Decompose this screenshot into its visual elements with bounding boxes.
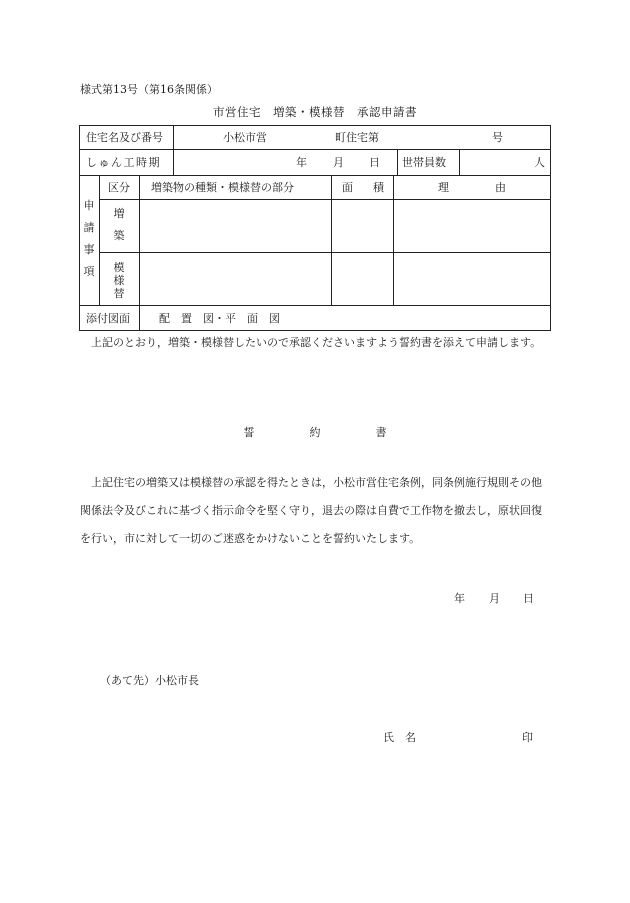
table-line	[79, 175, 551, 176]
date-month: 月	[489, 592, 500, 605]
application-items-char: 項	[83, 265, 95, 278]
completion-label: しゅん工時期	[86, 156, 161, 169]
reason-header-1: 理	[438, 181, 449, 194]
application-items-char: 請	[83, 221, 95, 234]
table-line	[459, 149, 460, 175]
completion-day: 日	[369, 156, 380, 169]
table-line	[79, 305, 551, 306]
attachments-value: 配 置 図・平 面 図	[159, 312, 280, 325]
table-line	[79, 149, 551, 150]
pledge-text: 上記住宅の増築又は模様替の承認を得たときは，小松市営住宅条例，同条例施行規則その他関係法令及びこれに基づく指示命令を堅く守り，退去の際は自費で工作物を撤去し，原状回復を行い，市に対して一切のご迷惑をかけないことを誓約いたします。	[80, 476, 542, 545]
type-header: 増築物の種類・模様替の部分	[151, 181, 294, 194]
table-line	[99, 175, 100, 305]
extension-char: 増	[113, 207, 125, 220]
table-line	[79, 125, 80, 331]
remodel-char: 様	[113, 274, 125, 287]
application-items-char: 事	[83, 243, 95, 256]
area-header-2: 積	[373, 181, 384, 194]
application-statement: 上記のとおり，増築・模様替したいので承認くださいますよう誓約書を添えて申請します。	[91, 336, 542, 349]
completion-year: 年	[296, 156, 307, 169]
remodel-label	[112, 261, 126, 300]
addressee: （あて先）小松市長	[100, 674, 199, 687]
table-line	[99, 199, 551, 200]
category-header: 区分	[108, 181, 130, 194]
table-line	[550, 125, 551, 331]
remodel-char: 替	[113, 287, 125, 300]
extension-char: 築	[113, 229, 125, 242]
household-unit: 人	[534, 156, 545, 169]
pledge-title: 誓 約 書	[243, 426, 387, 439]
reason-header-2: 由	[495, 181, 506, 194]
table-line	[397, 149, 398, 175]
date-day: 日	[523, 592, 534, 605]
completion-month: 月	[333, 156, 344, 169]
area-header-1: 面	[342, 181, 353, 194]
form-number: 様式第13号（第16条関係）	[80, 83, 218, 96]
household-label: 世帯員数	[402, 156, 446, 169]
attachments-label: 添付図面	[86, 312, 130, 325]
remodel-char: 模	[113, 261, 125, 274]
extension-label	[112, 207, 126, 251]
document-title: 市営住宅 増築・模様替 承認申請書	[213, 105, 417, 119]
application-items-char: 申	[83, 199, 95, 212]
housing-name-label: 住宅名及び番号	[86, 131, 163, 144]
table-line	[331, 175, 332, 305]
seal-mark: 印	[522, 731, 533, 744]
table-line	[393, 175, 394, 305]
name-label: 氏 名	[383, 731, 416, 744]
housing-city: 小松市営	[223, 131, 267, 144]
table-line	[139, 175, 140, 331]
application-table	[79, 125, 551, 331]
housing-number-suffix: 号	[492, 131, 503, 144]
table-line	[173, 125, 174, 175]
table-line	[99, 252, 551, 253]
housing-town: 町住宅第	[335, 131, 379, 144]
table-line	[79, 125, 551, 126]
date-year: 年	[454, 592, 465, 605]
application-items-label	[82, 199, 96, 287]
